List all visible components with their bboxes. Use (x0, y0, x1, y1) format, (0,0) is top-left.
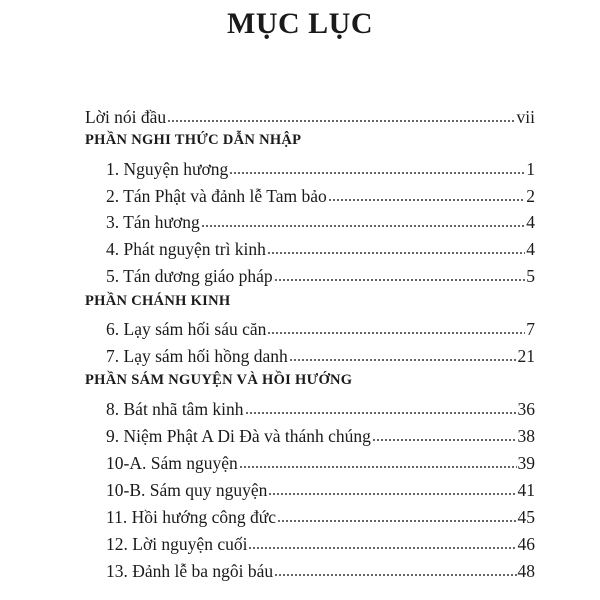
toc-entry-page: 2 (526, 186, 535, 206)
toc-entry[interactable] (85, 395, 535, 419)
toc-entry-page: 4 (526, 212, 535, 232)
dot-leader (274, 278, 526, 282)
toc-entry-label: 13. Đảnh lễ ba ngôi báu (106, 561, 274, 581)
dot-leader (277, 519, 517, 523)
toc-entry[interactable] (85, 208, 535, 232)
toc-entry-page: vii (516, 107, 535, 127)
dot-leader (167, 119, 515, 123)
toc-entry-label: 2. Tán Phật và đảnh lễ Tam bảo (106, 186, 327, 206)
toc-entry[interactable] (85, 342, 535, 366)
toc-entry-label: Lời nói đầu (85, 107, 167, 127)
toc-entry[interactable] (85, 503, 535, 527)
toc-entry[interactable] (85, 155, 535, 179)
toc-entry-label: 12. Lời nguyện cuối (106, 534, 248, 554)
toc-entry-label: 10-B. Sám quy nguyện (106, 480, 268, 500)
toc-entry-label: 4. Phát nguyện trì kinh (106, 239, 266, 259)
toc-entry-page: 41 (517, 480, 535, 500)
toc-entry[interactable] (85, 235, 535, 259)
toc-entry[interactable] (85, 557, 535, 581)
toc-entry[interactable] (85, 476, 535, 500)
dot-leader (239, 465, 517, 469)
dot-leader (267, 251, 525, 255)
section-heading-intro-ritual: PHẦN NGHI THỨC DẪN NHẬP (85, 132, 302, 148)
dot-leader (268, 492, 516, 496)
toc-entry-intro[interactable] (85, 103, 535, 127)
toc-entry[interactable] (85, 449, 535, 473)
toc-entry-page: 1 (526, 159, 535, 179)
dot-leader (328, 198, 526, 202)
dot-leader (229, 171, 525, 175)
toc-entry[interactable] (85, 530, 535, 554)
toc-entry-label: 5. Tán dương giáo pháp (106, 266, 273, 286)
toc-entry[interactable] (85, 262, 535, 286)
toc-entry-label: 6. Lạy sám hối sáu căn (106, 319, 267, 339)
dot-leader (274, 573, 516, 577)
section-heading-repentance: PHẦN SÁM NGUYỆN VÀ HỒI HƯỚNG (85, 372, 353, 388)
toc-entry-page: 48 (517, 561, 535, 581)
page-title: MỤC LỤC (227, 7, 373, 40)
toc-entry-label: 7. Lạy sám hối hồng danh (106, 346, 288, 366)
toc-entry-label: 9. Niệm Phật A Di Đà và thánh chúng (106, 426, 371, 446)
toc-entry-page: 4 (526, 239, 535, 259)
toc-entry-label: 10-A. Sám nguyện (106, 453, 238, 473)
toc-entry-label: 8. Bát nhã tâm kinh (106, 399, 244, 419)
dot-leader (245, 411, 517, 415)
dot-leader (248, 546, 516, 550)
toc-entry-page: 45 (517, 507, 535, 527)
toc-entry-label: 1. Nguyện hương (106, 159, 229, 179)
dot-leader (372, 438, 517, 442)
toc-entry-page: 36 (517, 399, 535, 419)
toc-entry-label: 11. Hồi hướng công đức (106, 507, 276, 527)
toc-entry-page: 38 (517, 426, 535, 446)
toc-entry-page: 7 (526, 319, 535, 339)
dot-leader (289, 358, 517, 362)
toc-entry-page: 39 (517, 453, 535, 473)
toc-entry-page: 5 (526, 266, 535, 286)
toc-entry[interactable] (85, 422, 535, 446)
toc-entry[interactable] (85, 182, 535, 206)
dot-leader (201, 224, 525, 228)
toc-entry[interactable] (85, 315, 535, 339)
dot-leader (267, 331, 525, 335)
section-heading-main-sutra: PHẦN CHÁNH KINH (85, 293, 231, 309)
toc-entry-label: 3. Tán hương (106, 212, 200, 232)
toc-entry-page: 46 (517, 534, 535, 554)
toc-entry-page: 21 (517, 346, 535, 366)
